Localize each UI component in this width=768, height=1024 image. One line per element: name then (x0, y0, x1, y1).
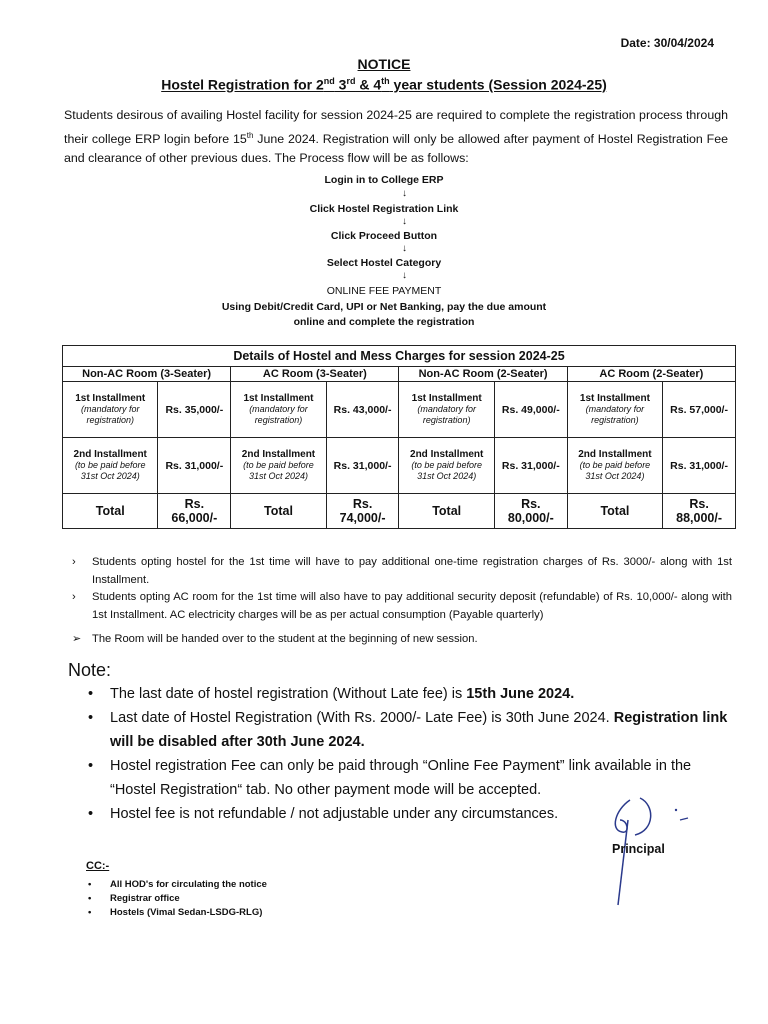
room-type-header: Non-AC Room (3-Seater) (63, 367, 231, 382)
down-arrow-icon: ↓ (402, 270, 407, 281)
flow-step-login: Login in to College ERP (324, 174, 444, 186)
bullet-icon: › (72, 591, 76, 603)
room-type-header: AC Room (2-Seater) (567, 367, 735, 382)
flow-step-registration-link: Click Hostel Registration Link (309, 203, 459, 215)
flow-step-payment: ONLINE FEE PAYMENT (326, 285, 442, 297)
bullet-icon: • (88, 879, 92, 890)
flow-step-category: Select Hostel Category (326, 257, 442, 269)
second-installment-label: 2nd Installment (to be paid before 31st Oct 2024) (567, 438, 662, 494)
flow-payment-line-2: online and complete the registration (293, 316, 475, 328)
first-installment-label: 1st Installment (mandatory for registration) (567, 382, 662, 438)
total-amount: Rs. 74,000/- (326, 494, 399, 529)
note-item: • Last date of Hostel Registration (With Rs. 2000/- Late Fee) is 30th June 2024. Registration link will be disabled after 30th June 2024. (88, 706, 738, 754)
cc-heading: CC:- (86, 860, 110, 872)
flow-payment-line-1: Using Debit/Credit Card, UPI or Net Banking, pay the due amount (221, 301, 547, 313)
intro-paragraph: Students desirous of availing Hostel facility for session 2024-25 are required to complete the registration process through their college ERP login before 15th June 2024. Registration will only be allowed after payment of Hostel Registration Fee and clearance of other previous dues. The Process flow will be as follows: (64, 108, 728, 166)
second-installment-amount: Rs. 31,000/- (326, 438, 399, 494)
bullet-icon: • (88, 686, 94, 702)
total-amount: Rs. 88,000/- (663, 494, 736, 529)
second-installment-label: 2nd Installment (to be paid before 31st Oct 2024) (231, 438, 326, 494)
total-label: Total (567, 494, 662, 529)
second-installment-label: 2nd Installment (to be paid before 31st Oct 2024) (63, 438, 158, 494)
second-installment-amount: Rs. 31,000/- (158, 438, 231, 494)
notice-subtitle: Hostel Registration for 2nd 3rd & 4th year students (Session 2024-25) (161, 76, 607, 93)
arrow-bullet-icon: ➢ (72, 633, 82, 645)
fee-table-title: Details of Hostel and Mess Charges for session 2024-25 (63, 346, 736, 367)
note-item: • The last date of hostel registration (Without Late fee) is 15th June 2024. (88, 682, 738, 706)
bullet-icon: • (88, 907, 92, 918)
first-installment-amount: Rs. 49,000/- (494, 382, 567, 438)
cc-item: • Hostels (Vimal Sedan-LSDG-RLG) (88, 907, 263, 918)
down-arrow-icon: ↓ (402, 216, 407, 227)
first-installment-label: 1st Installment (mandatory for registration) (399, 382, 494, 438)
cc-list (88, 878, 267, 920)
total-label: Total (63, 494, 158, 529)
notice-heading: NOTICE (357, 56, 411, 72)
first-installment-amount: Rs. 43,000/- (326, 382, 399, 438)
notice-date: Date: 30/04/2024 (620, 36, 714, 50)
note-item: • Hostel registration Fee can only be paid through “Online Fee Payment” link available in the “Hostel Registration“ tab. No other payment mode will be accepted. (88, 754, 738, 802)
bullet-icon: › (72, 556, 76, 568)
down-arrow-icon: ↓ (402, 243, 407, 254)
down-arrow-icon: ↓ (402, 188, 407, 199)
total-label: Total (231, 494, 326, 529)
total-amount: Rs. 80,000/- (494, 494, 567, 529)
room-type-header: AC Room (3-Seater) (231, 367, 399, 382)
total-amount: Rs. 66,000/- (158, 494, 231, 529)
remark-room-handover: ➢ The Room will be handed over to the student at the beginning of new session. (76, 630, 732, 648)
flow-step-proceed: Click Proceed Button (330, 230, 438, 242)
second-installment-amount: Rs. 31,000/- (663, 438, 736, 494)
cc-item: • Registrar office (88, 893, 180, 904)
note-heading: Note: (68, 660, 112, 680)
cc-item: • All HOD's for circulating the notice (88, 879, 267, 890)
hostel-fee-table (62, 345, 736, 529)
first-installment-amount: Rs. 57,000/- (663, 382, 736, 438)
first-installment-label: 1st Installment (mandatory for registration) (231, 382, 326, 438)
second-installment-label: 2nd Installment (to be paid before 31st Oct 2024) (399, 438, 494, 494)
bullet-icon: • (88, 758, 94, 774)
first-installment-amount: Rs. 35,000/- (158, 382, 231, 438)
bullet-icon: • (88, 806, 94, 822)
principal-label: Principal (612, 842, 665, 856)
bullet-icon: • (88, 893, 92, 904)
second-installment-amount: Rs. 31,000/- (494, 438, 567, 494)
room-type-header: Non-AC Room (2-Seater) (399, 367, 567, 382)
remark-security-deposit: › Students opting AC room for the 1st time will also have to pay additional security deposit (refundable) of Rs. 10,000/- along with 1st Installment. AC electricity charges will be as per actual consumption (Payable quarterly) (76, 588, 732, 624)
total-label: Total (399, 494, 494, 529)
first-installment-label: 1st Installment (mandatory for registration) (63, 382, 158, 438)
note-item: • Hostel fee is not refundable / not adjustable under any circumstances. (88, 802, 738, 826)
remark-registration-charges: › Students opting hostel for the 1st time will have to pay additional one-time registration charges of Rs. 3000/- along with 1st Installment. (76, 553, 732, 589)
bullet-icon: • (88, 710, 94, 726)
